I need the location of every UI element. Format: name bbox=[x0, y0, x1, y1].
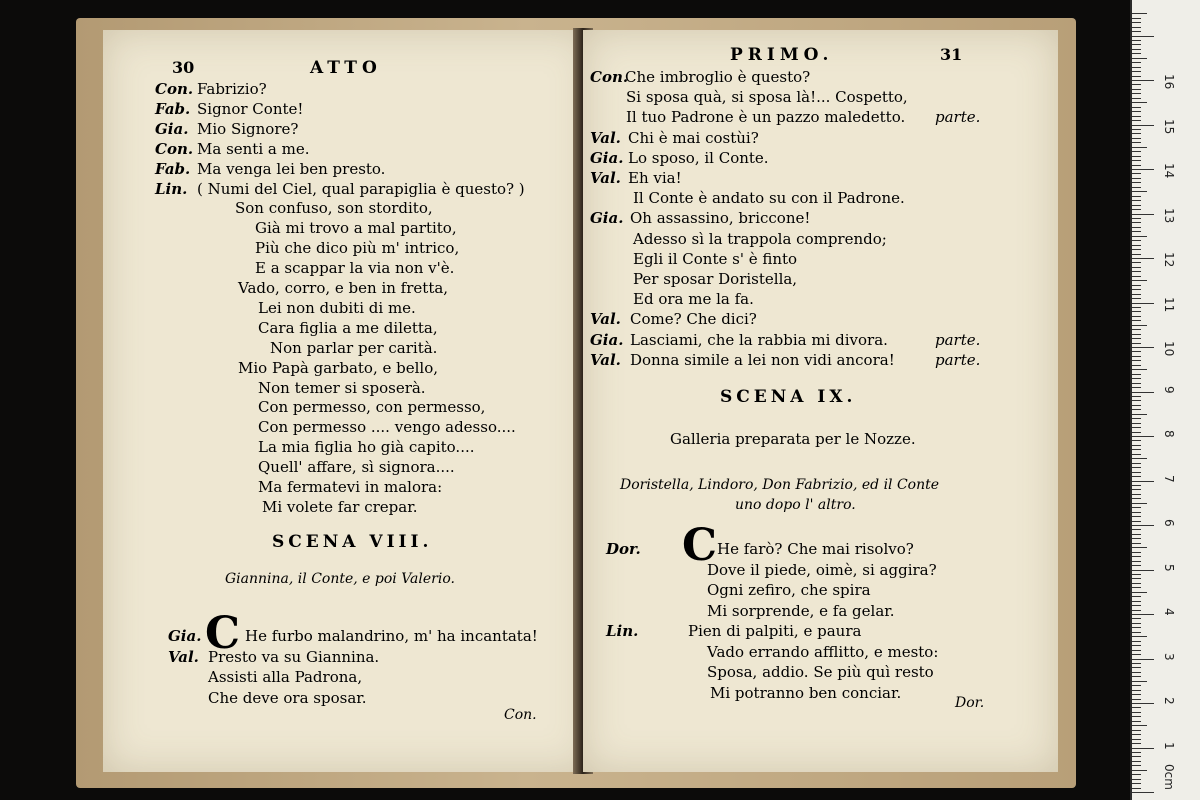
right-line-speaker: Gia. bbox=[590, 330, 624, 349]
left-scene-line-speaker: Gia. bbox=[168, 627, 202, 645]
ruler-tick bbox=[1132, 752, 1141, 753]
ruler-tick bbox=[1132, 383, 1141, 384]
ruler-tick bbox=[1132, 618, 1141, 619]
ruler-tick bbox=[1132, 423, 1141, 424]
ruler-tick bbox=[1132, 445, 1141, 446]
ruler-label: 9 bbox=[1162, 385, 1176, 394]
ruler-tick bbox=[1132, 133, 1141, 134]
ruler-tick bbox=[1132, 561, 1141, 562]
left-running-head: ATTO bbox=[310, 58, 382, 78]
ruler-tick bbox=[1132, 31, 1141, 32]
ruler-tick bbox=[1132, 338, 1141, 339]
ruler-tick bbox=[1132, 592, 1147, 593]
right-drop-cap: C bbox=[682, 520, 718, 571]
ruler-tick bbox=[1132, 481, 1154, 482]
ruler-tick bbox=[1132, 160, 1141, 161]
left-page-number: 30 bbox=[172, 58, 195, 77]
right-scene-line-text: Dove il piede, oimè, si aggira? bbox=[707, 560, 937, 579]
left-line-speaker: Lin. bbox=[155, 179, 188, 198]
ruler-tick bbox=[1132, 254, 1141, 255]
ruler-tick bbox=[1132, 721, 1141, 722]
ruler-tick bbox=[1132, 748, 1154, 749]
ruler-tick bbox=[1132, 67, 1141, 68]
ruler-tick bbox=[1132, 396, 1141, 397]
right-line-text: Adesso sì la trappola comprendo; bbox=[633, 229, 887, 248]
right-line-speaker: Val. bbox=[590, 128, 621, 147]
right-line-speaker: Val. bbox=[590, 350, 621, 369]
left-drop-cap: C bbox=[205, 608, 241, 659]
right-scene-line-text: He farò? Che mai risolvo? bbox=[717, 540, 914, 558]
right-scene-line-text: Mi potranno ben conciar. bbox=[710, 683, 902, 702]
ruler-label: 11 bbox=[1162, 296, 1176, 312]
ruler-tick bbox=[1132, 570, 1154, 571]
left-line-speaker: Fab. bbox=[155, 99, 191, 118]
ruler-tick bbox=[1132, 360, 1141, 361]
ruler-label: 0cm bbox=[1162, 764, 1176, 790]
ruler-tick bbox=[1132, 222, 1141, 223]
ruler-tick bbox=[1132, 107, 1141, 108]
left-line-text: Non parlar per carità. bbox=[270, 338, 438, 357]
ruler-tick bbox=[1132, 645, 1141, 646]
ruler-tick bbox=[1132, 36, 1154, 37]
left-line-text: Son confuso, son stordito, bbox=[235, 199, 433, 218]
ruler-tick bbox=[1132, 156, 1141, 157]
right-line-speaker: Con. bbox=[590, 68, 629, 86]
ruler-label: 5 bbox=[1162, 563, 1176, 572]
ruler-label: 10 bbox=[1162, 341, 1176, 357]
ruler-tick bbox=[1132, 400, 1141, 401]
ruler-tick bbox=[1132, 71, 1141, 72]
right-line-text: Il Conte è andato su con il Padrone. bbox=[633, 189, 905, 208]
ruler-tick bbox=[1132, 583, 1141, 584]
ruler-tick bbox=[1132, 605, 1141, 606]
left-line-text: Mi volete far crepar. bbox=[262, 497, 418, 516]
left-scene-cast: Giannina, il Conte, e poi Valerio. bbox=[225, 571, 455, 587]
right-line-text: Come? Che dici? bbox=[630, 310, 757, 329]
left-line-text: Vado, corro, e ben in fretta, bbox=[238, 279, 449, 297]
ruler-tick bbox=[1132, 356, 1141, 357]
ruler-tick bbox=[1132, 761, 1141, 762]
ruler-tick bbox=[1132, 89, 1141, 90]
ruler-tick bbox=[1132, 22, 1141, 23]
ruler-tick bbox=[1132, 125, 1154, 126]
left-line-text: Ma fermatevi in malora: bbox=[258, 478, 443, 496]
left-line-text: Con permesso .... vengo adesso.... bbox=[258, 418, 516, 437]
left-line-speaker: Con. bbox=[155, 139, 194, 158]
ruler-tick bbox=[1132, 458, 1147, 459]
ruler-tick bbox=[1132, 258, 1154, 259]
left-line-text: Signor Conte! bbox=[197, 99, 304, 118]
left-line-text: Ma venga lei ben presto. bbox=[197, 159, 386, 178]
ruler-tick bbox=[1132, 503, 1147, 504]
ruler-tick bbox=[1132, 405, 1141, 406]
left-line-speaker: Gia. bbox=[155, 119, 189, 138]
ruler-tick bbox=[1132, 378, 1141, 379]
ruler-tick bbox=[1132, 351, 1141, 352]
ruler-label: 7 bbox=[1162, 474, 1176, 483]
ruler-tick bbox=[1132, 169, 1154, 170]
ruler-tick bbox=[1132, 116, 1141, 117]
ruler-tick bbox=[1132, 44, 1141, 45]
ruler-tick bbox=[1132, 329, 1141, 330]
ruler-tick bbox=[1132, 307, 1141, 308]
ruler-tick bbox=[1132, 285, 1141, 286]
ruler-tick bbox=[1132, 325, 1147, 326]
ruler-tick bbox=[1132, 525, 1154, 526]
ruler-tick bbox=[1132, 654, 1141, 655]
ruler-tick bbox=[1132, 294, 1141, 295]
ruler-tick bbox=[1132, 205, 1141, 206]
ruler-tick bbox=[1132, 663, 1141, 664]
ruler-label: 13 bbox=[1162, 207, 1176, 223]
ruler-tick bbox=[1132, 93, 1141, 94]
right-line-speaker: Gia. bbox=[590, 148, 624, 167]
ruler-tick bbox=[1132, 641, 1141, 642]
left-line-text: Mio Signore? bbox=[197, 119, 299, 138]
ruler-tick bbox=[1132, 783, 1141, 784]
ruler-tick bbox=[1132, 240, 1141, 241]
ruler-tick bbox=[1132, 178, 1141, 179]
ruler-tick bbox=[1132, 80, 1154, 81]
ruler-tick bbox=[1132, 543, 1141, 544]
ruler-tick bbox=[1132, 498, 1141, 499]
left-line-text: Lei non dubiti di me. bbox=[258, 298, 416, 317]
ruler-tick bbox=[1132, 494, 1141, 495]
ruler-tick bbox=[1132, 196, 1141, 197]
ruler-tick bbox=[1132, 18, 1141, 19]
ruler-tick bbox=[1132, 236, 1147, 237]
ruler-tick bbox=[1132, 507, 1141, 508]
left-line-text: Con permesso, con permesso, bbox=[258, 398, 486, 417]
left-scene-line-text: Che deve ora sposar. bbox=[208, 688, 367, 707]
ruler-tick bbox=[1132, 485, 1141, 486]
right-line-text: Lo sposo, il Conte. bbox=[628, 148, 769, 167]
ruler-tick bbox=[1132, 610, 1141, 611]
ruler-tick bbox=[1132, 650, 1141, 651]
left-line-text: Quell' affare, sì signora.... bbox=[258, 458, 455, 477]
ruler-tick bbox=[1132, 245, 1141, 246]
ruler-label: 15 bbox=[1162, 118, 1176, 134]
ruler-tick bbox=[1132, 788, 1141, 789]
ruler-tick bbox=[1132, 138, 1141, 139]
ruler-tick bbox=[1132, 369, 1147, 370]
ruler-tick bbox=[1132, 316, 1141, 317]
ruler-tick bbox=[1132, 565, 1141, 566]
ruler-tick bbox=[1132, 516, 1141, 517]
right-line-speaker: Val. bbox=[590, 169, 621, 187]
right-scene-cast-line1: Doristella, Lindoro, Don Fabrizio, ed il Conte bbox=[620, 477, 940, 493]
ruler-tick bbox=[1132, 187, 1141, 188]
ruler-tick bbox=[1132, 547, 1147, 548]
ruler-tick bbox=[1132, 623, 1141, 624]
ruler-tick bbox=[1132, 449, 1141, 450]
right-scene-setting: Galleria preparata per le Nozze. bbox=[670, 430, 916, 448]
right-line-text: Il tuo Padrone è un pazzo maledetto. bbox=[626, 108, 906, 127]
ruler-tick bbox=[1132, 231, 1141, 232]
ruler-tick bbox=[1132, 280, 1147, 281]
ruler-tick bbox=[1132, 703, 1154, 704]
right-scene-cast-line2: uno dopo l' altro. bbox=[735, 497, 856, 513]
right-scene-line-text: Vado errando afflitto, e mesto: bbox=[707, 642, 939, 661]
ruler-tick bbox=[1132, 587, 1141, 588]
ruler-tick bbox=[1132, 694, 1141, 695]
right-running-head: PRIMO. bbox=[730, 45, 834, 65]
ruler-tick bbox=[1132, 27, 1141, 28]
ruler-tick bbox=[1132, 40, 1141, 41]
ruler-tick bbox=[1132, 84, 1141, 85]
ruler-tick bbox=[1132, 436, 1154, 437]
ruler-tick bbox=[1132, 347, 1154, 348]
ruler-tick bbox=[1132, 467, 1141, 468]
ruler-tick bbox=[1132, 734, 1141, 735]
ruler-tick bbox=[1132, 739, 1141, 740]
left-line-text: Cara figlia a me diletta, bbox=[258, 318, 438, 337]
right-scene-line-text: Ogni zefiro, che spira bbox=[707, 581, 871, 599]
ruler-tick bbox=[1132, 218, 1141, 219]
ruler-tick bbox=[1132, 636, 1147, 637]
ruler-tick bbox=[1132, 627, 1141, 628]
ruler-tick bbox=[1132, 596, 1141, 597]
ruler-tick bbox=[1132, 707, 1141, 708]
right-line-text: Egli il Conte s' è finto bbox=[633, 249, 798, 268]
ruler-tick bbox=[1132, 538, 1141, 539]
ruler-tick bbox=[1132, 209, 1141, 210]
ruler-tick bbox=[1132, 303, 1154, 304]
ruler-tick bbox=[1132, 472, 1141, 473]
ruler-tick bbox=[1132, 320, 1141, 321]
ruler-tick bbox=[1132, 712, 1141, 713]
ruler-tick bbox=[1132, 165, 1141, 166]
ruler-tick bbox=[1132, 774, 1141, 775]
ruler-tick bbox=[1132, 414, 1147, 415]
ruler-label: 16 bbox=[1162, 74, 1176, 90]
left-scene-line-text: Assisti alla Padrona, bbox=[208, 668, 363, 686]
ruler-tick bbox=[1132, 62, 1141, 63]
ruler-tick bbox=[1132, 770, 1147, 771]
right-line-text: Che imbroglio è questo? bbox=[625, 68, 811, 86]
ruler-label: 14 bbox=[1162, 163, 1176, 179]
right-line-text: Si sposa quà, si sposa là!... Cospetto, bbox=[626, 88, 908, 107]
ruler-tick bbox=[1132, 432, 1141, 433]
left-line-text: Mio Papà garbato, e bello, bbox=[238, 358, 439, 377]
ruler-tick bbox=[1132, 151, 1141, 152]
ruler-tick bbox=[1132, 676, 1141, 677]
ruler-tick bbox=[1132, 98, 1141, 99]
ruler-tick bbox=[1132, 534, 1141, 535]
ruler-tick bbox=[1132, 111, 1141, 112]
ruler-tick bbox=[1132, 659, 1154, 660]
right-line-text: Chi è mai costùi? bbox=[628, 128, 759, 147]
ruler-tick bbox=[1132, 699, 1141, 700]
ruler-tick bbox=[1132, 454, 1141, 455]
ruler-tick bbox=[1132, 249, 1141, 250]
right-line-text: Per sposar Doristella, bbox=[633, 270, 798, 288]
right-line-stage-direction: parte. bbox=[935, 350, 981, 369]
right-scene-line-speaker: Dor. bbox=[606, 540, 641, 558]
ruler-tick bbox=[1132, 129, 1141, 130]
ruler-label: 12 bbox=[1162, 252, 1176, 268]
ruler-tick bbox=[1132, 289, 1141, 290]
ruler-tick bbox=[1132, 681, 1147, 682]
right-page-number: 31 bbox=[940, 45, 963, 64]
left-catchword: Con. bbox=[504, 707, 537, 723]
ruler-tick bbox=[1132, 632, 1141, 633]
ruler-tick bbox=[1132, 387, 1141, 388]
ruler-tick bbox=[1132, 214, 1154, 215]
left-line-speaker: Con. bbox=[155, 80, 194, 98]
ruler-tick bbox=[1132, 765, 1141, 766]
ruler-tick bbox=[1132, 779, 1141, 780]
ruler-tick bbox=[1132, 716, 1141, 717]
right-line-text: Donna simile a lei non vidi ancora! bbox=[630, 350, 895, 369]
left-line-text: Già mi trovo a mal partito, bbox=[255, 219, 457, 238]
ruler-tick bbox=[1132, 53, 1141, 54]
right-line-text: Ed ora me la fa. bbox=[633, 290, 754, 309]
right-line-speaker: Gia. bbox=[590, 209, 624, 228]
ruler-tick bbox=[1132, 374, 1141, 375]
ruler-label: 4 bbox=[1162, 608, 1176, 616]
left-scene-title: SCENA VIII. bbox=[272, 532, 433, 552]
ruler-tick bbox=[1132, 574, 1141, 575]
ruler-tick bbox=[1132, 552, 1141, 553]
ruler-label: 1 bbox=[1162, 741, 1176, 750]
ruler-tick bbox=[1132, 743, 1141, 744]
ruler-tick bbox=[1132, 529, 1141, 530]
right-line-text: Oh assassino, briccone! bbox=[630, 209, 811, 228]
ruler-tick bbox=[1132, 365, 1141, 366]
left-scene-line-speaker: Val. bbox=[168, 647, 199, 666]
left-scene-line-text: He furbo malandrino, m' ha incantata! bbox=[245, 627, 538, 645]
ruler-tick bbox=[1132, 672, 1141, 673]
ruler-label: 2 bbox=[1162, 697, 1176, 705]
left-line-text: Fabrizio? bbox=[197, 80, 267, 98]
right-catchword: Dor. bbox=[955, 695, 985, 711]
left-line-text: La mia figlia ho già capito.... bbox=[258, 438, 475, 457]
ruler-tick bbox=[1132, 58, 1147, 59]
ruler-tick bbox=[1132, 76, 1141, 77]
ruler-tick bbox=[1132, 512, 1141, 513]
ruler-tick bbox=[1132, 13, 1147, 14]
ruler-tick bbox=[1132, 685, 1141, 686]
left-line-text: Ma senti a me. bbox=[197, 139, 310, 158]
ruler-tick bbox=[1132, 440, 1141, 441]
ruler-tick bbox=[1132, 792, 1154, 793]
ruler-tick bbox=[1132, 262, 1141, 263]
ruler-tick bbox=[1132, 267, 1141, 268]
ruler-tick bbox=[1132, 343, 1141, 344]
left-scene-line-text: Presto va su Giannina. bbox=[208, 647, 380, 666]
ruler-tick bbox=[1132, 49, 1141, 50]
ruler-tick bbox=[1132, 521, 1141, 522]
right-scene-line-text: Sposa, addio. Se più quì resto bbox=[707, 663, 934, 681]
ruler-tick bbox=[1132, 476, 1141, 477]
ruler-tick bbox=[1132, 142, 1141, 143]
ruler-tick bbox=[1132, 427, 1141, 428]
ruler-tick bbox=[1132, 182, 1141, 183]
ruler-label: 8 bbox=[1162, 430, 1176, 438]
right-scene-line-speaker: Lin. bbox=[606, 622, 639, 640]
ruler-tick bbox=[1132, 271, 1141, 272]
left-line-speaker: Fab. bbox=[155, 159, 191, 178]
ruler-tick bbox=[1132, 690, 1141, 691]
ruler-tick bbox=[1132, 667, 1141, 668]
ruler-tick bbox=[1132, 227, 1141, 228]
left-line-text: Non temer si sposerà. bbox=[258, 378, 426, 397]
ruler-tick bbox=[1132, 489, 1141, 490]
ruler-tick bbox=[1132, 191, 1147, 192]
right-line-text: Eh via! bbox=[628, 169, 682, 187]
ruler-tick bbox=[1132, 601, 1141, 602]
ruler-tick bbox=[1132, 756, 1141, 757]
measurement-ruler bbox=[1130, 0, 1200, 800]
right-scene-line-text: Pien di palpiti, e paura bbox=[688, 622, 862, 640]
right-line-stage-direction: parte. bbox=[935, 108, 981, 127]
left-line-text: ( Numi del Ciel, qual parapiglia è questo? ) bbox=[197, 179, 525, 198]
ruler-tick bbox=[1132, 730, 1141, 731]
ruler-tick bbox=[1132, 409, 1141, 410]
ruler-tick bbox=[1132, 276, 1141, 277]
ruler-tick bbox=[1132, 392, 1154, 393]
ruler-tick bbox=[1132, 298, 1141, 299]
right-line-stage-direction: parte. bbox=[935, 330, 981, 349]
ruler-label: 3 bbox=[1162, 652, 1176, 661]
ruler-tick bbox=[1132, 102, 1147, 103]
ruler-label: 6 bbox=[1162, 519, 1176, 527]
ruler-tick bbox=[1132, 556, 1141, 557]
left-line-text: E a scappar la via non v'è. bbox=[255, 259, 455, 278]
ruler-tick bbox=[1132, 463, 1141, 464]
ruler-tick bbox=[1132, 147, 1147, 148]
left-line-text: Più che dico più m' intrico, bbox=[255, 239, 460, 258]
ruler-tick bbox=[1132, 578, 1141, 579]
ruler-tick bbox=[1132, 173, 1141, 174]
right-line-speaker: Val. bbox=[590, 310, 621, 329]
right-line-text: Lasciami, che la rabbia mi divora. bbox=[630, 330, 888, 349]
ruler-tick bbox=[1132, 334, 1141, 335]
ruler-tick bbox=[1132, 120, 1141, 121]
ruler-tick bbox=[1132, 614, 1154, 615]
ruler-tick bbox=[1132, 725, 1147, 726]
right-scene-line-text: Mi sorprende, e fa gelar. bbox=[707, 601, 895, 620]
ruler-tick bbox=[1132, 418, 1141, 419]
ruler-tick bbox=[1132, 200, 1141, 201]
right-scene-title: SCENA IX. bbox=[720, 387, 857, 407]
ruler-tick bbox=[1132, 311, 1141, 312]
